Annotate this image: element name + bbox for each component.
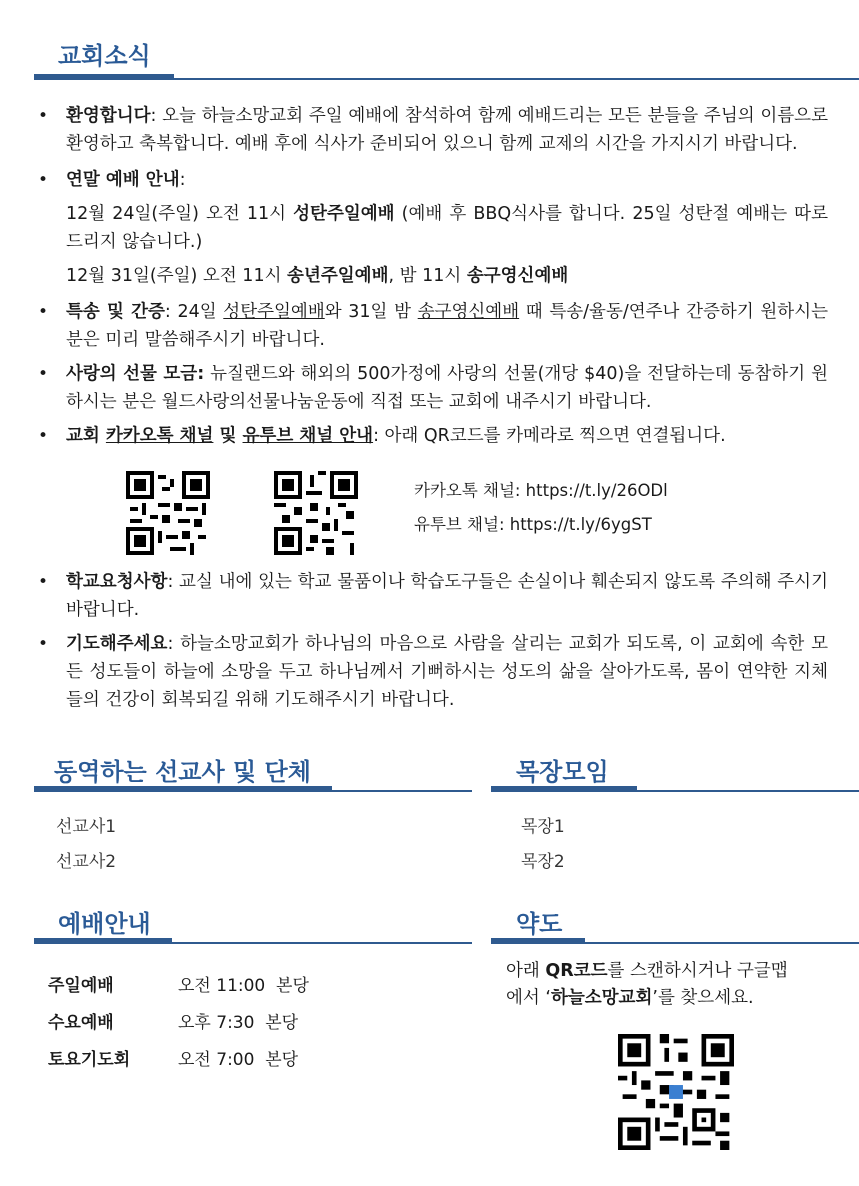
prayer-text: : 하늘소망교회가 하나님의 마음으로 사람을 살리는 교회가 되도록, 이 교회에 속한 모든 성도들이 하늘에 소망을 두고 하나님께서 기뻐하시는 성도의 삶을 살아가도록, 몸이 연약한 지체들의 건강이 회복되길 위해 기도해주시기 바랍니다. xyxy=(66,634,828,710)
map-text-2: 를 스캔하시거나 구글맵에서 ‘ xyxy=(506,961,788,1008)
map-qr-label: QR코드 xyxy=(545,961,608,981)
worship-row xyxy=(48,1005,309,1042)
special-text-3: 때 특송/율동/연주나 간증하기 원하시는 분은 미리 말씀해주시기 바랍니다. xyxy=(66,302,829,350)
missionaries-title: 동역하는 선교사 및 단체 xyxy=(54,758,311,786)
bullet-icon: • xyxy=(38,106,49,126)
news-item-gift xyxy=(38,360,828,416)
year-end-line2-prefix: 12월 31일(주일) 오전 11시 xyxy=(66,266,288,286)
bullet-icon: • xyxy=(38,170,49,190)
worship-schedule xyxy=(48,968,309,1079)
map-divider xyxy=(585,942,859,944)
welcome-text: : 오늘 하늘소망교회 주일 예배에 참석하여 함께 예배드리는 모든 분들을 주님의 이름으로 환영하고 축복합니다. 예배 후에 식사가 준비되어 있으니 함께 교제의 시간을 가지시기 바랍니다. xyxy=(66,106,828,154)
youtube-channel-link[interactable]: 유투브 채널: https://t.ly/6ygST xyxy=(414,515,652,534)
year-end-line1-suffix: (예배 후 BBQ식사를 합니다. 25일 성탄절 예배는 따로 드리지 않습니다.) xyxy=(66,204,828,252)
youtube-qr-code xyxy=(274,471,358,555)
special-text-2: 와 31일 밤 xyxy=(324,302,418,322)
bullet-icon: • xyxy=(38,426,49,446)
prayer-label: 기도해주세요 xyxy=(66,634,168,654)
year-end-line2 xyxy=(38,262,828,290)
school-label: 학교요청사항 xyxy=(66,572,168,592)
special-text-1: : 24일 xyxy=(164,302,224,322)
map-underline xyxy=(491,938,585,944)
year-end-line1 xyxy=(38,200,828,256)
year-end-line2-mid: , 밤 11시 xyxy=(388,266,467,286)
missionaries-underline xyxy=(34,786,332,792)
worship-name: 수요예배 xyxy=(48,1013,114,1033)
map-text-3: ’를 찾으세요. xyxy=(652,988,754,1008)
channels-text: : 아래 QR코드를 카메라로 찍으면 연결됩니다. xyxy=(373,426,726,446)
news-item-channels xyxy=(38,422,828,450)
missionaries-list xyxy=(56,810,116,880)
new-year-eve-service: 송구영신예배 xyxy=(466,266,569,286)
church-news-list-2 xyxy=(38,568,828,720)
news-item-welcome xyxy=(38,102,828,158)
missionary-item: 선교사1 xyxy=(56,817,117,837)
christmas-service: 성탄주일예배 xyxy=(293,204,395,224)
worship-title: 예배안내 xyxy=(58,910,151,938)
year-end-line1-prefix: 12월 24일(주일) 오전 11시 xyxy=(66,204,294,224)
map-instructions xyxy=(506,958,796,1012)
worship-underline xyxy=(34,938,172,944)
year-end-label: 연말 예배 안내 xyxy=(66,170,180,190)
youtube-channel-label: 유투브 채널 안내 xyxy=(242,426,374,446)
cell-groups-title: 목장모임 xyxy=(516,758,609,786)
worship-time: 오후 7:30 본당 xyxy=(178,1013,299,1033)
special-christmas: 성탄주일예배 xyxy=(223,302,325,322)
special-new-year-eve: 송구영신예배 xyxy=(417,302,520,322)
news-item-special xyxy=(38,298,828,354)
bullet-icon: • xyxy=(38,364,49,384)
missionary-item: 선교사2 xyxy=(56,852,117,872)
church-news-list xyxy=(38,102,828,456)
kakao-channel-label: 카카오톡 채널 xyxy=(105,426,214,446)
worship-time: 오전 11:00 본당 xyxy=(178,976,309,996)
cell-groups-divider xyxy=(637,790,859,792)
church-news-title: 교회소식 xyxy=(58,42,151,70)
church-news-underline xyxy=(34,74,174,80)
cell-group-item: 목장1 xyxy=(521,817,565,837)
kakao-channel-link[interactable]: 카카오톡 채널: https://t.ly/26ODl xyxy=(414,481,668,500)
channels-label-a: 교회 xyxy=(66,426,106,446)
church-news-divider xyxy=(174,78,859,80)
missionaries-divider xyxy=(332,790,472,792)
channels-label-c: 및 xyxy=(213,426,243,446)
cell-groups-underline xyxy=(491,786,637,792)
gift-text: 뉴질랜드와 해외의 500가정에 사랑의 선물(개당 $40)을 전달하는데 동참하기 원하시는 분은 월드사랑의선물나눔운동에 직접 또는 교회에 내주시기 바랍니다. xyxy=(66,364,828,412)
channel-links xyxy=(414,474,668,542)
year-end-colon: : xyxy=(179,170,186,190)
worship-name: 토요기도회 xyxy=(48,1050,131,1070)
cell-group-item: 목장2 xyxy=(521,852,565,872)
worship-row xyxy=(48,1042,309,1079)
map-qr-code xyxy=(618,1034,734,1150)
worship-row xyxy=(48,968,309,1005)
bullet-icon: • xyxy=(38,302,49,322)
worship-divider xyxy=(172,942,472,944)
kakao-qr-code xyxy=(126,471,210,555)
map-church-name: 하늘소망교회 xyxy=(550,988,653,1008)
news-item-prayer xyxy=(38,630,828,714)
welcome-label: 환영합니다 xyxy=(66,106,151,126)
school-text: : 교실 내에 있는 학교 물품이나 학습도구들은 손실이나 훼손되지 않도록 주의해 주시기 바랍니다. xyxy=(66,572,828,620)
year-end-service: 송년주일예배 xyxy=(287,266,389,286)
bullet-icon: • xyxy=(38,572,49,592)
bullet-icon: • xyxy=(38,634,49,654)
map-title: 약도 xyxy=(516,910,563,938)
worship-time: 오전 7:00 본당 xyxy=(178,1050,299,1070)
news-item-school xyxy=(38,568,828,624)
special-label: 특송 및 간증 xyxy=(66,302,165,322)
cell-groups-list xyxy=(521,810,565,880)
gift-label: 사랑의 선물 모금: xyxy=(66,364,205,384)
map-text-1: 아래 xyxy=(506,961,546,981)
news-item-year-end xyxy=(38,166,828,194)
worship-name: 주일예배 xyxy=(48,976,114,996)
